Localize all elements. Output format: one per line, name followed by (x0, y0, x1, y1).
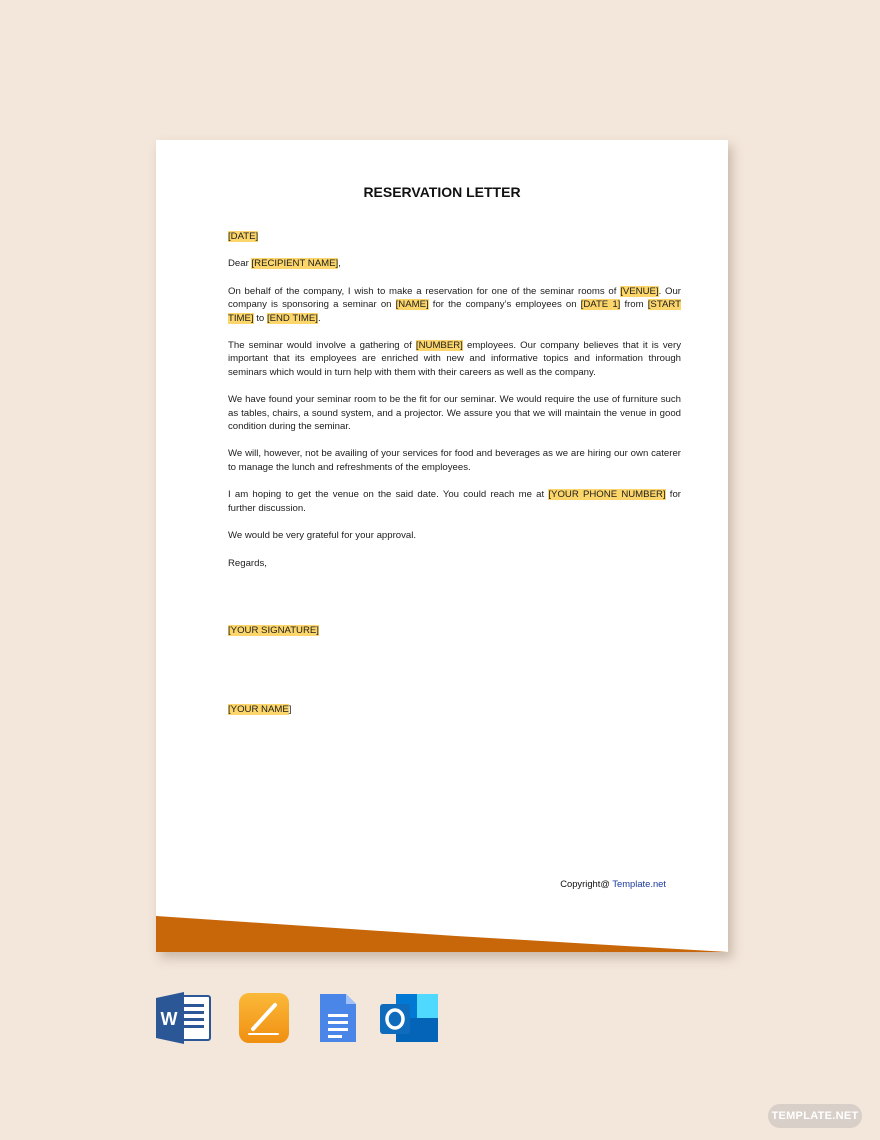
number-placeholder: [NUMBER] (415, 340, 463, 352)
date-placeholder: [DATE] (228, 231, 259, 242)
p5-text-1: I am hoping to get the venue on the said date. You could reach me at (228, 489, 549, 501)
svg-text:W: W (160, 1009, 178, 1029)
signature-line (228, 624, 681, 637)
p1-text-4: from (620, 299, 648, 311)
recipient-placeholder: [RECIPIENT NAME] (251, 258, 339, 270)
your-name-line (228, 703, 681, 716)
salutation-text: Dear (228, 258, 252, 270)
p2-text-1: The seminar would involve a gathering of (228, 340, 416, 352)
salutation-comma: , (338, 258, 341, 270)
paragraph-gathering (228, 339, 681, 379)
copyright-link[interactable]: Template.net (612, 878, 666, 889)
p1-text-5: to (253, 312, 267, 324)
date1-placeholder: [DATE 1] (580, 299, 621, 311)
signature-placeholder: [YOUR SIGNATURE] (228, 624, 319, 636)
your-name-bracket: ] (288, 704, 292, 716)
paragraph-contact (228, 488, 681, 515)
p2-text-2: employees. Our company believes that it is very important that its employees are enriched with new and informative topics and information through seminars which would in turn help with them with their careers as well as the company. (228, 340, 681, 378)
p1-text-6: . (317, 312, 321, 324)
phone-placeholder: [YOUR PHONE NUMBER] (548, 489, 666, 501)
p5-text-2: for further discussion. (228, 489, 681, 514)
p1-text-2: . Our company is sponsoring a seminar on (228, 285, 681, 311)
copyright-text: Copyright@ (560, 878, 613, 889)
paragraph-catering: We will, however, not be availing of your services for food and beverages as we are hiring our own caterer to manage the lunch and refreshments of the employees. (228, 448, 681, 473)
venue-placeholder: [VENUE] (620, 285, 659, 297)
paragraph-reservation (228, 285, 681, 325)
orange-footer-band (156, 916, 728, 952)
letter-body (228, 230, 681, 731)
date-line (228, 230, 681, 243)
paragraph-requirements: We have found your seminar room to be the fit for our seminar. We would require the use of furniture such as tables, chairs, a sound system, and a projector. We assure you that we will maintain the venue in good condition during the seminar. (228, 394, 681, 433)
name-placeholder: [NAME] (395, 299, 429, 311)
your-name-placeholder: [YOUR NAME (228, 704, 289, 716)
microsoft-word-icon[interactable] (156, 992, 212, 1044)
letter-page (156, 140, 728, 952)
apple-pages-icon[interactable] (238, 992, 290, 1044)
google-docs-icon[interactable] (318, 992, 358, 1044)
copyright (560, 878, 666, 889)
closing-regards: Regards, (228, 557, 267, 569)
paragraph-gratitude: We would be very grateful for your approval. (228, 530, 417, 542)
microsoft-outlook-icon[interactable] (378, 992, 440, 1044)
p1-text-1: On behalf of the company, I wish to make a reservation for one of the seminar rooms of (228, 285, 621, 297)
template-net-badge[interactable]: TEMPLATE.NET (768, 1104, 862, 1128)
p1-text-3: for the company’s employees on (428, 299, 581, 311)
salutation (228, 257, 681, 270)
end-time-placeholder: [END TIME] (266, 312, 318, 324)
start-time-placeholder: [START TIME] (228, 299, 681, 324)
letter-title: RESERVATION LETTER (363, 184, 521, 200)
